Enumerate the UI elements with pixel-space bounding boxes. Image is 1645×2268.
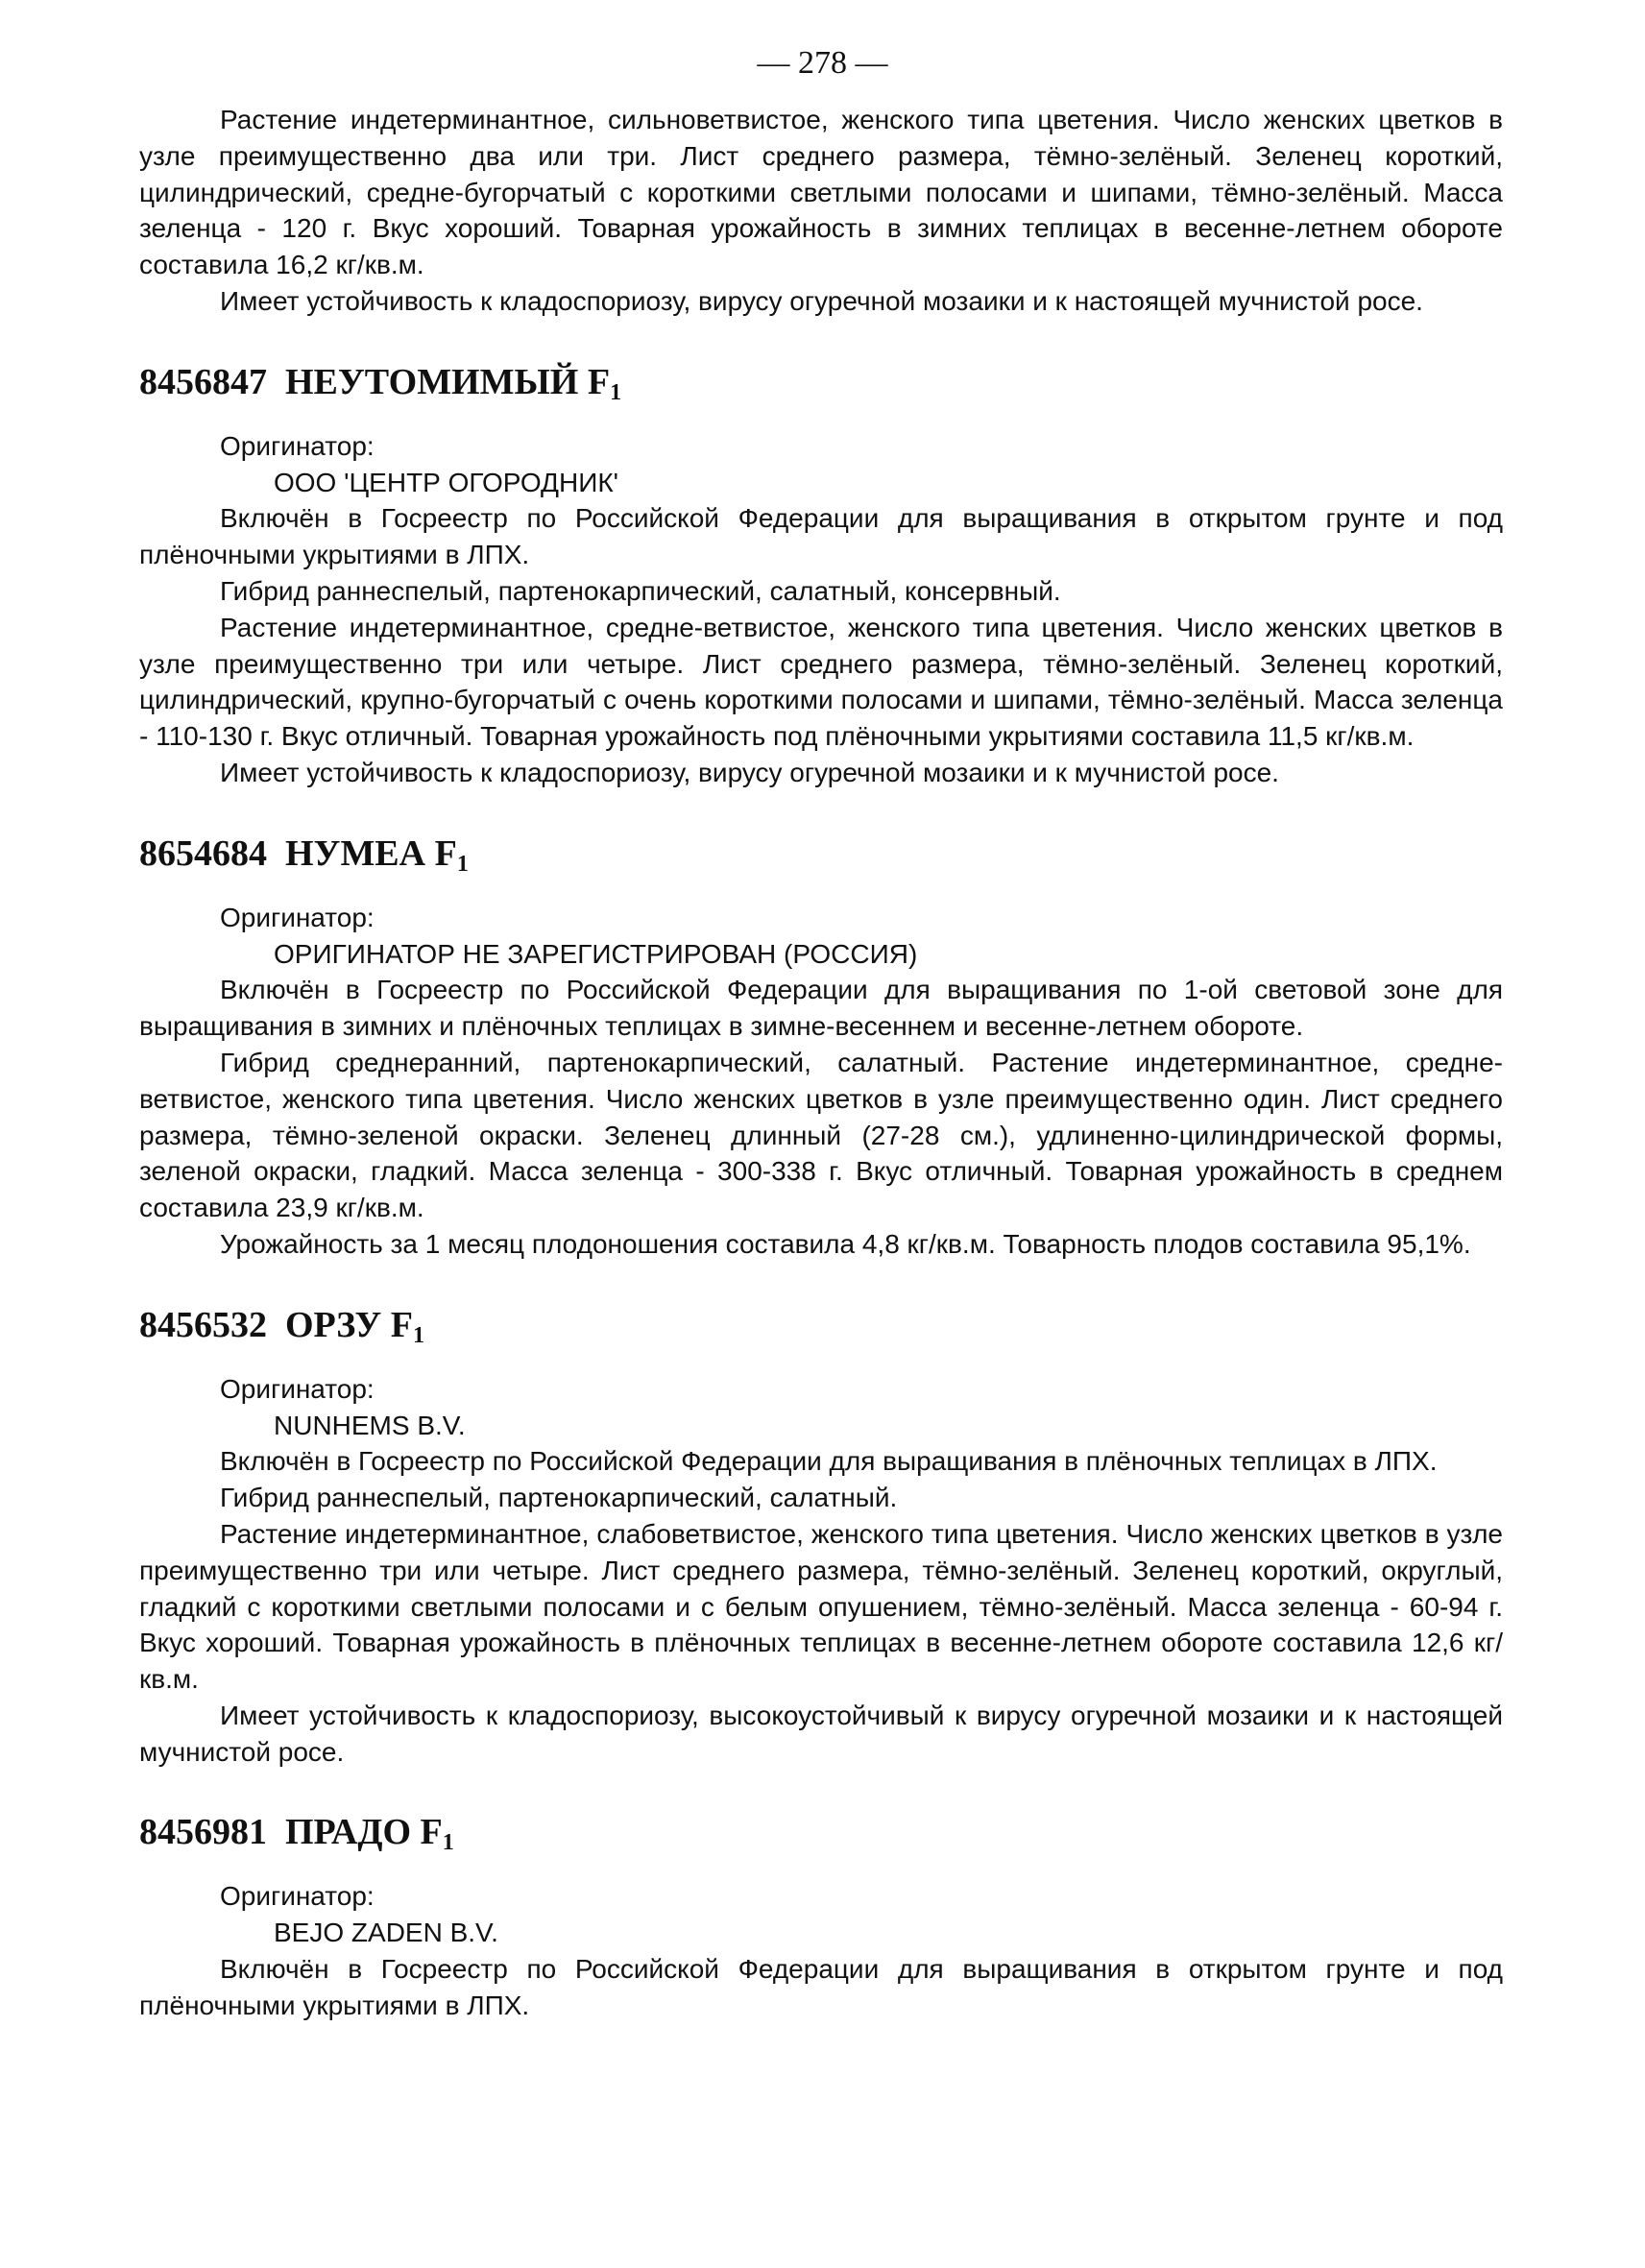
variety-name-subscript: 1 xyxy=(412,1322,424,1348)
variety-code: 8456847 xyxy=(139,361,267,402)
originator-name: ООО 'ЦЕНТР ОГОРОДНИК' xyxy=(274,467,618,497)
variety-name-subscript: 1 xyxy=(456,851,469,877)
originator-name: ОРИГИНАТОР НЕ ЗАРЕГИСТРИРОВАН (РОССИЯ) xyxy=(274,938,918,969)
intro-paragraph: Имеет устойчивость к кладоспориозу, вирусу огуречной мозаики и к настоящей мучнистой росе. xyxy=(220,285,1423,316)
page-content xyxy=(139,102,1503,2024)
originator-label: Оригинатор: xyxy=(220,430,375,461)
entry-paragraph: Имеет устойчивость к кладоспориозу, высокоустойчивый к вирусу огуречной мозаики и к настоящей мучнистой росе. xyxy=(139,1700,1503,1767)
entry-paragraph: Урожайность за 1 месяц плодоношения составила 4,8 кг/кв.м. Товарность плодов составила 95,1%. xyxy=(220,1228,1471,1259)
variety-entry xyxy=(139,1303,1503,1771)
variety-name: ПРАДО F xyxy=(285,1812,443,1853)
originator-label: Оригинатор: xyxy=(220,902,375,932)
variety-code: 8456981 xyxy=(139,1812,267,1853)
entry-paragraph: Включён в Госреестр по Российской Федерации для выращивания в плёночных теплицах в ЛПХ. xyxy=(220,1446,1438,1477)
variety-heading xyxy=(139,360,1503,415)
variety-entry xyxy=(139,832,1503,1263)
entry-paragraph: Гибрид среднеранний, партенокарпический, салатный. Растение индетерминантное, средне-ветвистое, женского типа цветения. Число женских цветков в узле преимущественно один. Лист среднего размера, тёмно-зеленой окраски. Зеленец длинный (27-28 см.), удлиненно-цилиндрической формы, зеленой окраски, гладкий. Масса зеленца - 300-338 г. Вкус отличный. Товарная урожайность в среднем составила 23,9 кг/кв.м. xyxy=(139,1047,1503,1223)
intro-paragraph: Растение индетерминантное, сильноветвистое, женского типа цветения. Число женских цветков в узле преимущественно два или три. Лист среднего размера, тёмно-зелёный. Зеленец короткий, цилиндрический, средне-бугорчатый с короткими светлыми полосами и шипами, тёмно-зелёный. Масса зеленца - 120 г. Вкус хороший. Товарная урожайность в зимних теплицах в весенне-летнем обороте составила 16,2 кг/кв.м. xyxy=(139,105,1503,280)
entry-paragraph: Гибрид раннеспелый, партенокарпический, салатный. xyxy=(220,1483,898,1513)
entry-paragraph: Растение индетерминантное, средне-ветвистое, женского типа цветения. Число женских цветков в узле преимущественно три или четыре. Лист среднего размера, тёмно-зелёный. Зеленец короткий, цилиндрический, крупно-бугорчатый с очень короткими полосами и шипами, тёмно-зелёный. Масса зеленца - 110-130 г. Вкус отличный. Товарная урожайность под плёночными укрытиями составила 11,5 кг/кв.м. xyxy=(139,612,1503,752)
variety-name: НУМЕА F xyxy=(285,832,457,874)
originator-label: Оригинатор: xyxy=(220,1881,375,1912)
entry-paragraph: Гибрид раннеспелый, партенокарпический, салатный, консервный. xyxy=(220,575,1061,606)
variety-entry xyxy=(139,1810,1503,2023)
entry-paragraph: Имеет устойчивость к кладоспориозу, вирусу огуречной мозаики и к мучнистой росе. xyxy=(220,757,1279,787)
originator-label: Оригинатор: xyxy=(220,1373,375,1404)
entry-paragraph: Включён в Госреестр по Российской Федерации для выращивания в открытом грунте и под плёночными укрытиями в ЛПХ. xyxy=(139,1954,1503,2020)
page-number: — 278 — xyxy=(757,45,888,81)
originator-name: NUNHEMS B.V. xyxy=(274,1410,466,1440)
entry-paragraph: Включён в Госреестр по Российской Федерации для выращивания по 1-ой световой зоне для выращивания в зимних и плёночных теплицах в зимне-весеннем и весенне-летнем обороте. xyxy=(139,975,1503,1042)
variety-entry xyxy=(139,360,1503,791)
entry-paragraph: Растение индетерминантное, слабоветвистое, женского типа цветения. Число женских цветков в узле преимущественно три или четыре. Лист среднего размера, тёмно-зелёный. Зеленец короткий, округлый, гладкий с короткими светлыми полосами и с белым опушением, тёмно-зелёный. Масса зеленца - 60-94 г. Вкус хороший. Товарная урожайность в плёночных теплицах в весенне-летнем обороте составила 12,6 кг/кв.м. xyxy=(139,1518,1503,1695)
entry-paragraph: Включён в Госреестр по Российской Федерации для выращивания в открытом грунте и под плёночными укрытиями в ЛПХ. xyxy=(139,503,1503,570)
variety-heading xyxy=(139,832,1503,886)
variety-name: НЕУТОМИМЫЙ F xyxy=(285,361,611,402)
variety-heading xyxy=(139,1303,1503,1358)
originator-name: BEJO ZADEN B.V. xyxy=(274,1918,498,1948)
variety-code: 8654684 xyxy=(139,832,267,874)
variety-name: ОРЗУ F xyxy=(285,1304,413,1345)
variety-name-subscript: 1 xyxy=(442,1830,454,1856)
variety-code: 8456532 xyxy=(139,1304,267,1345)
variety-name-subscript: 1 xyxy=(610,379,622,405)
variety-heading xyxy=(139,1810,1503,1865)
